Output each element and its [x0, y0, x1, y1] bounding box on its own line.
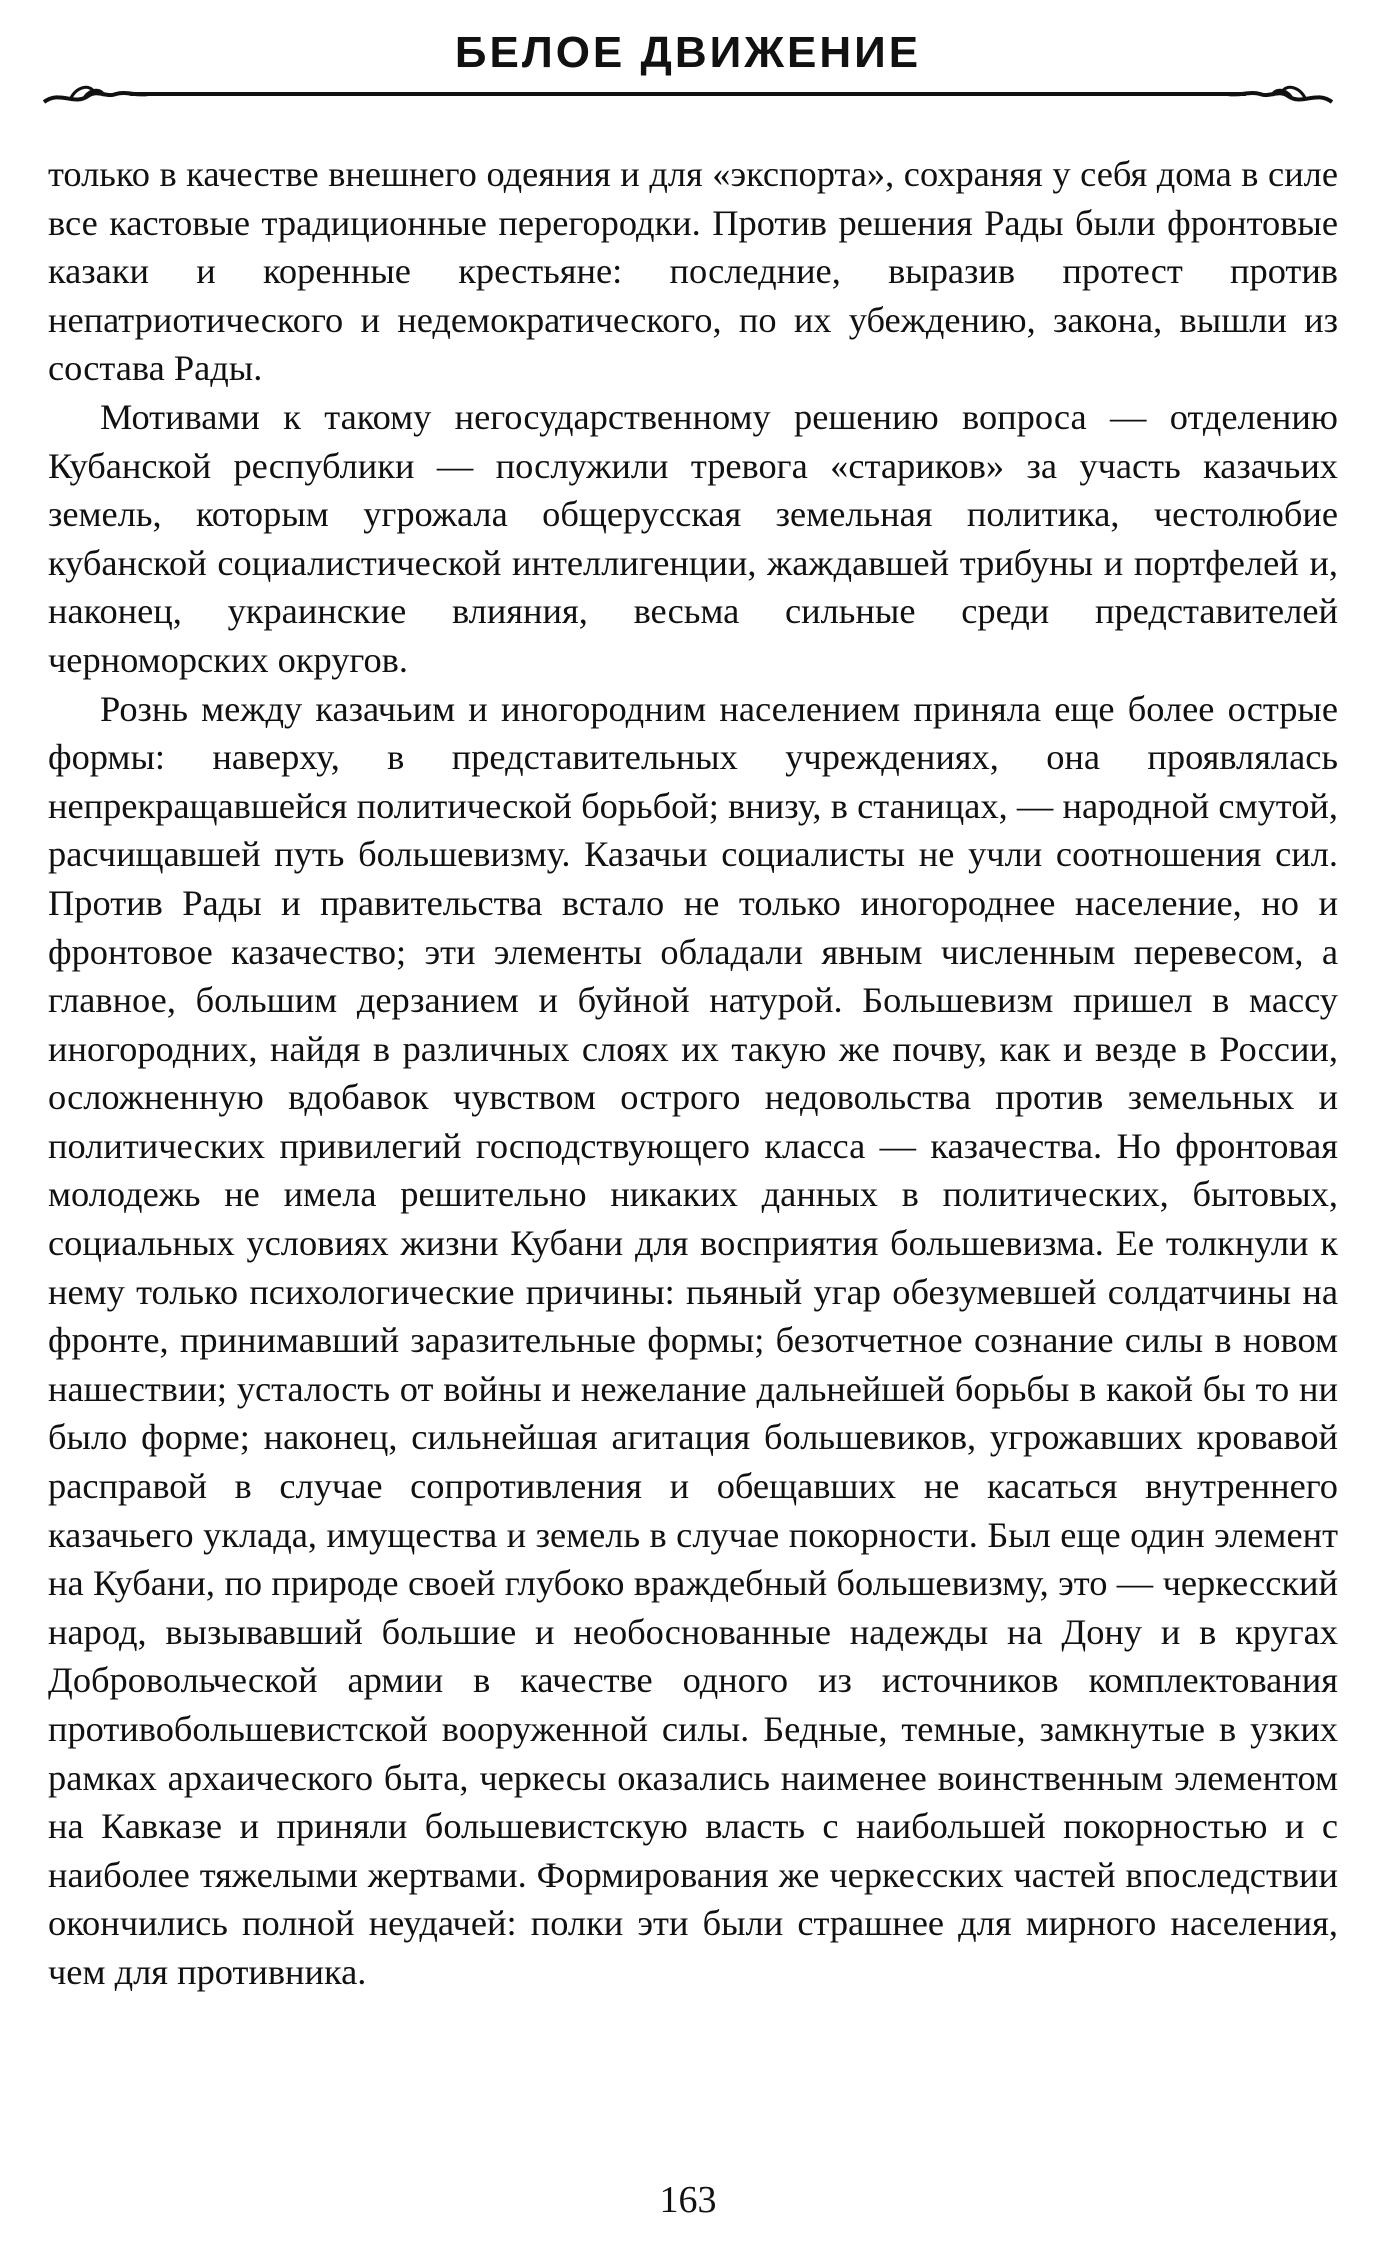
- running-title: БЕЛОЕ ДВИЖЕНИЕ: [454, 28, 922, 77]
- running-head: [40, 22, 1336, 102]
- paragraph: Мотивами к такому негосударственному решению вопроса — отделению Кубанской республики — послужили тревога «стариков» за участь казачьих земель, которым угрожала общерусская земельная политика, честолюбие кубанской социалистической интеллигенции, жаждавшей трибуны и портфелей и, наконец, украинские влияния, весьма сильные среди представителей черноморских округов.: [48, 396, 1338, 680]
- page-number: 163: [659, 2179, 717, 2221]
- paragraph: Рознь между казачьим и иногородним населением приняла еще более острые формы: наверху, в представительных учреждениях, она проявлялась непрекращавшейся политической борьбой; внизу, в станицах, — народной смутой, расчищавшей путь большевизму. Казачьи социалисты не учли соотношения сил. Против Рады и правительства встало не только иногороднее население, но и фронтовое казачество; эти элементы обладали явным численным перевесом, а главное, большим дерзанием и буйной натурой. Большевизм пришел в массу иногородних, найдя в различных слоях их такую же почву, как и везде в России, осложненную вдобавок чувством острого недовольства против земельных и политических привилегий господствующего класса — казачества. Но фронтовая молодежь не имела решительно никаких данных в политических, бытовых, социальных условиях жизни Кубани для восприятия большевизма. Ее толкнули к нему только психологические причины: пьяный угар обезумевшей солдатчины на фронте, принимавший заразительные формы; безотчетное сознание силы в новом нашествии; усталость от войны и нежелание дальнейшей борьбы в какой бы то ни было форме; наконец, сильнейшая агитация большевиков, угрожавших кровавой расправой в случае сопротивления и обещавших не касаться внутреннего казачьего уклада, имущества и земель в случае покорности. Был еще один элемент на Кубани, по природе своей глубоко враждебный большевизму, это — черкесский народ, вызывавший большие и необоснованные надежды на Дону и в кругах Добровольческой армии в качестве одного из источников комплектования противобольшевистской вооруженной силы. Бедные, темные, замкнутые в узких рамках архаического быта, черкесы оказались наименее воинственным элементом на Кавказе и приняли большевистскую власть с наибольшей покорностью и с наиболее тяжелыми жертвами. Формирования же черкесских частей впоследствии окончились полной неудачей: полки эти были страшнее для мирного населения, чем для противника.: [48, 688, 1338, 1992]
- paragraph: только в качестве внешнего одеяния и для «экспорта», сохраняя у себя дома в силе все кастовые традиционные перегородки. Против решения Рады были фронтовые казаки и коренные крестьяне: последние, выразив протест против непатриотического и недемократического, по их убеждению, закона, вышли из состава Рады.: [48, 154, 1338, 389]
- body-text: [48, 150, 1338, 1997]
- header-rule: [130, 92, 1246, 96]
- right-flourish-ornament: [1226, 72, 1336, 112]
